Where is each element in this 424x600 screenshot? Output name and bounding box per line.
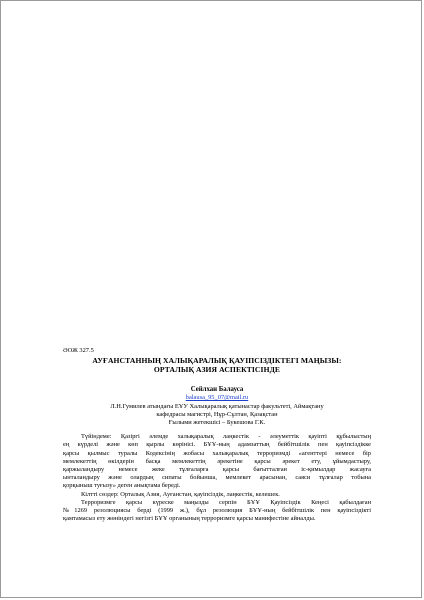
paper-title — [63, 356, 371, 374]
author-email-link[interactable]: balausa_95_07@mail.ru — [185, 394, 249, 402]
abstract-line: ең күрделі және көп қырлы көрінісі. БҰҰ-ның адамзаттың бейбітшілік пен қауіпсіздікке — [63, 441, 371, 449]
keywords-text: Кілтті сөздер: Орталық Азия, Ауғанстан, қауіпсіздік, лаңкестік, келешек. — [81, 490, 280, 498]
affiliation-line-2: кафедрасы магистрі, Нұр-Сұлтан, Қазақстан — [156, 410, 278, 418]
intro-line: №1269 резолюциясы берді (1999 ж.), бұл резолюция БҰҰ-ның бейбітшілік пен қауіпсіздікті — [63, 507, 371, 515]
author-name: Сейлхан Балауса — [190, 386, 244, 394]
keywords-paragraph — [63, 491, 371, 499]
abstract-paragraph — [63, 433, 371, 490]
abstract-line: ынталандыру және олардың сипаты бойынша, мемлекет арасынан, саяси тұлғалар тобына — [63, 474, 371, 482]
title-line-1: АУҒАНСТАННЫҢ ХАЛЫҚАРАЛЫҚ ҚАУІПСІЗДІКТЕГІ МАҢЫЗЫ: — [92, 356, 342, 366]
udc-code: ӘОЖ 327.5 — [63, 347, 94, 354]
author-affiliation — [63, 403, 371, 428]
abstract-line: қаржыландыру немесе жеке тұлғаларға қарсы бағытталған іс-қимылдар жасауға — [63, 466, 371, 474]
affiliation-line-3: Ғылыми жетекшісі – Букешова Г.К. — [168, 419, 266, 427]
abstract-line: қорқыныш туғызу» деген анықтама береді. — [63, 482, 181, 490]
title-line-2: ОРТАЛЫҚ АЗИЯ АСПЕКТІСІНДЕ — [153, 365, 281, 375]
abstract-line: қарсы қылмыс туралы Кодексінің жобасы халықаралық терроризмді «агенттері немесе бір — [63, 449, 371, 457]
abstract-line: мемлекеттің өкілдерін басқа мемлекеттің әрекетіне қарсы әрекет ету, ұйымдастыру, — [63, 457, 371, 465]
intro-line: қамтамасыз ету жөніндегі негізгі БҰҰ органының терроризмге қарсы манифестіне айналды. — [63, 515, 316, 523]
intro-paragraph — [63, 499, 371, 524]
intro-line: Терроризмге қарсы күреске маңызды серпін БҰҰ Қауіпсіздік Кеңесі қабылдаған — [81, 498, 371, 506]
paper-body — [63, 347, 371, 523]
abstract-line: Түйіндеме: Қазіргі әлемде халықаралық лаңкестік - әлеуметтік қауіпті құбылыстың — [81, 433, 371, 441]
affiliation-line-1: Л.Н.Гумилев атындағы ЕҰУ Халықаралық қатынастар факультеті, Аймақтану — [110, 402, 324, 410]
